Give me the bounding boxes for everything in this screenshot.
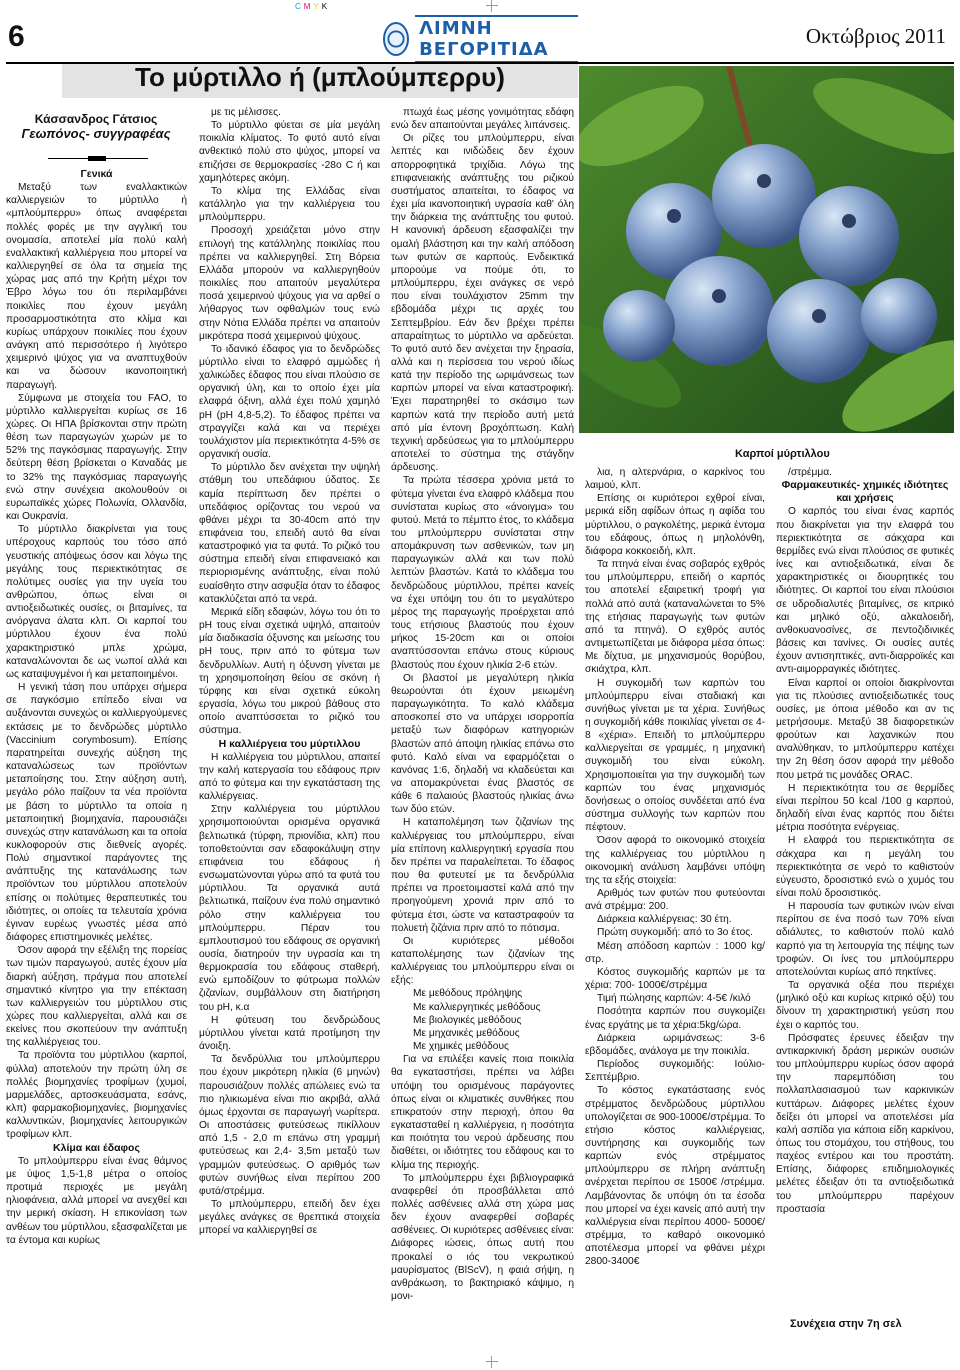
blueberries-photo [579, 66, 954, 433]
paragraph: Μεταξύ των εναλλακτικών καλλιεργειών το μύρτιλλο ή «μπλούμπερρυ» όπως αναφέρεται πολλές φορές με την αγγλική του ονομασία, αποτελεί μία πολύ καλή εναλλακτική καλλιέργεια που μπορεί να καλλιεργηθεί σε όλα τα σημεία της χώρας μας από την Κρήτη μέχρι τον Έβρο λόγω του ότι περιλαμβάνει ποικιλίες που έχουν μεγάλη προσαρμοστικότητα στο κλίμα και κυρίως υπάρχουν ποικιλίες που έχουν ανάγκη από περισσότερο ή λιγότερο χειμερινό ψύχος για να αναπτυχθούν και να δώσουν ικανοποιητική παραγωγή. [6, 182, 187, 391]
article-column-1 [6, 168, 187, 1363]
cmyk-registration-label: CMYK [295, 2, 331, 11]
paragraph: πτωχά έως μέσης γονιμότητας εδάφη ενώ δεν απαιτούνται μεγάλες λιπάνσεις. [391, 107, 574, 132]
paragraph: Κόστος συγκομιδής καρπών με τα χέρια: 700- 1000€/στρέμμα [585, 966, 765, 992]
paragraph: Μερικά είδη εδαφών, λόγω του ότι το pH τους είναι σχετικά υψηλό, απαιτούν μία διαδικασία όξυνσης και μείωσης του pH τους, πριν από το φύτεμα των δενδρυλλίων. Αυτή η όξυνση γίνεται με τη χρησιμοποίηση θείου σε σκόνη ή τύρφης και είναι σχετικά εύκολη εργασία, λόγω του μικρού βάθους στο οποίο αναπτύσσεται το ριζικό του σύστημα. [199, 606, 380, 737]
paragraph: Τα πτηνά είναι ένας σοβαρός εχθρός του μπλούμπερρυ, επειδή ο καρπός του αποτελεί εξαιρετική τροφή για πολλά από αυτά (καταναλώνεται το 5% της ετήσιας παραγωγής των φυτών από τα πτηνά). Ο εχθρός αυτός αντιμετωπίζεται με διάφορα μέσα όπως: Με δίχτυα, με μηχανισμούς θορύβου, σκιάχτρα, κλπ. [585, 559, 765, 676]
blueberries-illustration [579, 66, 954, 433]
paragraph: Ο καρπός του είναι ένας καρπός που διακρίνεται για την ελαφρά του περιεκτικότητα σε σάκχαρα και θερμίδες ενώ είναι πλούσιος σε φυτικές ίνες και αντιοξειδωτικά, είναι δε χαρακτηριστικές οι διουρητικές του ιδιότητες. Οι καρποί του είναι πλούσιοι σε υδροδιαλυτές βιταμίνες, σε κιτρικό και μηλικό οξύ, αλκαλοειδή, ανθοκυανοσίνες, σε πεντοζιδινικές βάσεις και τανίνες. Οι ουσίες αυτές έχουν αντισηπτικές, αντι-διαρροϊκές και αντι-αιμορραγικές ιδιότητες. [776, 506, 954, 676]
list-item: Με μηχανικές μεθόδους [413, 1027, 520, 1039]
issue-date: Οκτώβριος 2011 [805, 24, 946, 48]
author-role: Γεωπόνος- συγγραφέας [21, 126, 171, 141]
paragraph: Η καλλιέργεια του μύρτιλλου, απαιτεί την καλή κατεργασία του εδάφους πριν από το φύτεμα και την εγκατάσταση της καλλιέργειας. [199, 751, 380, 803]
paragraph: Τα προϊόντα του μύρτιλλου (καρποί, φύλλα) αποτελούν την πρώτη ύλη σε πολλές βιομηχανίες τροφίμων (χυμοί, μαρμελάδες, αρτοσκευάσματα, εσάνς, κλπ) φαρμακοβιομηχανίες, βιομηχανίες καλλυντικών, βιομηχανίες λειτουργικών τροφίμων κλπ. [6, 1050, 187, 1141]
paragraph: Το μύρτιλλο φύεται σε μία μεγάλη ποικιλία κλίματος. Το φυτό αυτό είναι ανθεκτικό πολύ στο ψύχος, μπορεί να επιζήσει σε θερμοκρασίες -28ο C ή και χαμηλότερες ακόμη. [199, 120, 380, 184]
photo-caption: Καρποί μύρτιλλου [735, 448, 830, 460]
paragraph: Η συγκομιδή των καρπών του μπλούμπερρυ είναι σταδιακή και συνήθως γίνεται με τα χέρια. Συνήθως η συγκομιδή κάθε ποικιλίας γίνεται σε 4-8 «χέρια». Επειδή το μπλούμπερρυ καλλιεργείται σε γραμμές, η μηχανική συγκομιδή του είναι εύκολη. Χρησιμοποιείται για την συγκομιδή των καρπών του ένας μηχανισμός δονήσεως ο οποίος συνδέεται από ένα σύστημα συλλογής των καρπών που πέφτουν. [585, 677, 765, 834]
article-column-5 [776, 466, 954, 1314]
paragraph: Όσον αφορά την εξέλιξη της πορείας των τιμών παραγωγού, αυτές έχουν μία διαρκή αύξηση, πράγμα που αποτελεί σημαντικό κίνητρο για την επέκταση των καλλιεργειών του μύρτιλλου στις χώρες που καλλιεργείται, αλλά και σε εκείνες που σκοπεύουν την ανάπτυξη της καλλιέργειας του. [6, 945, 187, 1049]
paragraph: Η φύτευση του δενδρώδους μύρτιλλου γίνεται κατά προτίμηση την άνοιξη. [199, 1014, 380, 1053]
section-heading: Η καλλιέργεια του μύρτιλλου [218, 737, 361, 750]
paragraph: Οι βλαστοί με μεγαλύτερη ηλικία θεωρούνται ότι έχουν μειωμένη παραγωγικότητα. Το καλό κλάδεμα αποσκοπεί στο να υπάρχει ισορροπία μεταξύ των διαφόρων κατηγοριών βλαστών από άποψη ηλικίας επάνω στο φυτό. Καλό είναι να εφαρμόζεται ο κανόνας 1:6, δηλαδή να κλαδεύεται και να απομακρύνεται ένας βλαστός σε κάθε 6 παλαιούς βλαστούς ηλικίας άνω των δύο ετών. [391, 672, 574, 816]
paragraph: Επίσης οι κυριότεροι εχθροί είναι, μερικά είδη αφίδων όπως η αφίδα του μύρτιλλου, ο ραγκολέτης, μερικά έντομα του εδάφους, όπως η μηλολόνθη, διάφορα κοκκοειδή, κλπ. [585, 493, 765, 557]
page-number: 6 [8, 20, 25, 53]
list-item: Με βιολογικές μεθόδους [413, 1014, 522, 1026]
paragraph: Η παρουσία των φυτικών ινών είναι περίπου σε ένα ποσό των 70% είναι αδιάλυτες, το καθιστούν πολύ καλό καρπό για τη λειτουργία της πέψης των τροφών. Οι ίνες του μπλούμπερρυ αποτελούνται κυρίως από πηκτίνες. [776, 901, 954, 978]
paragraph: Τα οργανικά οξέα που περιέχει (μηλικό οξύ και κυρίως κιτρικό οξύ) του δίνουν τη χαρακτηριστική γεύση που έχει ο καρπός του. [776, 980, 954, 1031]
continued-note: Συνέχεια στην 7η σελ [790, 1318, 902, 1330]
paragraph: Οι κυριότερες μέθοδοι καταπολέμησης των ζιζανίων της καλλιέργειας του μπλούμπερρυ είναι οι εξής: [391, 935, 574, 987]
section-heading: Κλίμα και έδαφος [53, 1141, 140, 1154]
paragraph: Το μύρτιλλο διακρίνεται για τους υπέροχους καρπούς του τόσο από γευστικής απόψεως όσον και λόγω της μεγάλης τους περιεκτικότητας σε πολύτιμες ουσίες για την υγεία του ανθρώπου, όπως είναι οι αντιοξειδωτικές ουσίες, οι βιταμίνες, τα ανόργανα άλατα κλπ. Οι καρποί του μύρτιλλου έχουν ένα πολύ χαρακτηριστικό μπλε χρώμα, καταναλώνονται δε ως νωποί αλλά και ως καταψυγμένοι ή και μεταποιημένοι. [6, 524, 187, 680]
paragraph: Τιμή πώλησης καρπών: 4-5€ /κιλό [597, 993, 751, 1005]
paragraph: Το μπλούμπερρυ έχει βιβλιογραφικά αναφερθεί ότι προσβάλλεται από πολλές ασθένειες αλλά στη χώρα μας δεν έχουν αναφερθεί σοβαρές ασθένειες. Οι κυριότερες ασθένειες είναι: Διάφορες ιώσεις, όπως αυτή που προκαλεί ο ιός του νεκρωτικού μαυρίσματος (BlScV), η φαιά σήψη, η ανθράκωση, το βακτηριακό κάψιμο, η μονι- [391, 1172, 574, 1303]
paragraph: Είναι καρποί οι οποίοι διακρίνονται για τις πλούσιες αντιοξειδωτικές τους ουσίες, με όποια μέθοδο και αν τις μετρήσουμε. Μεταξύ 38 διαφορετικών φρούτων και λαχανικών που αναλύθηκαν, το μπλούμπερρυ κατέχει την 2η θέση όσον αφορά την μέθοδο που μετρά τις μονάδες ORAC. [776, 677, 954, 781]
list-item: Με μεθόδους πρόληψης [413, 988, 523, 1000]
paragraph: Η ελαφρά του περιεκτικότητα σε σάκχαρα και η μεγάλη του περιεκτικότητα σε νερό το καθιστούν εύγευστο, δροσιστικό ενώ ο χυμός του είναι πολύ δροσιστικός. [776, 835, 954, 899]
paragraph: Η γενική τάση που υπάρχει σήμερα σε παγκόσμιο επίπεδο είναι να αυξάνονται συνεχώς οι καλλιεργούμενες εκτάσεις με το δενδρώδες μύρτιλλο (Vaccinium corymbosum). Επίσης παρατηρείται συνεχής αύξηση της καταναλώσεως των προϊόντων μεταποίησης του. Στην αύξηση αυτή, μεγάλο ρόλο παίζουν τα νέα προϊόντα με βάση το μύρτιλλο τα οποία η μεταποιητική βιομηχανία, παρουσιάζει συνεχώς στην κατανάλωση και τα οποία κυκλοφορούν στις διεθνείς αγορές. Πολύ σημαντικοί παράγοντες της ανάπτυξης της κατανάλωσης των προϊόντων του μύρτιλλου αποτελούν επίσης οι πολύτιμες θεραπευτικές του ιδιότητες, οι οποίες τα τελευταία χρόνια έγιναν ευρέως γνωστές μέσα από διάφορες επιστημονικές μελέτες. [6, 682, 187, 944]
registration-mark-icon [486, 0, 498, 12]
masthead-title: ΛΙΜΝΗ ΒΕΓΟΡΙΤΙΔΑ [415, 15, 578, 63]
paragraph: Περίοδος συγκομιδής: Ιούλιο- Σεπτέμβριο. [585, 1059, 765, 1084]
article-column-2 [199, 106, 380, 1363]
list-item: Με καλλιεργητικές μεθόδους [413, 1001, 541, 1013]
paragraph: Μέση απόδοση καρπών : 1000 kg/στρ. [585, 940, 765, 965]
paragraph: Το μύρτιλλο δεν ανέχεται την υψηλή στάθμη του υπεδάφιου ύδατος. Σε καμία περίπτωση δεν πρέπει ο υπεδάφιος ορίζοντας του νερού να φθάνει μέχρι τα 30-40cm από την επιφάνεια του, επειδή αυτό θα είναι καταστροφικό για τα φυτά. Το ριζικό του σύστημα επειδή είναι επιφανειακό και περιορισμένης ανάπτυξης, είναι πολύ ευαίσθητο στην ασφυξία όταν το έδαφος κατακλύζεται από τα νερά. [199, 462, 380, 605]
paragraph: με τις μέλισσες. [211, 107, 281, 118]
section-heading: Φαρμακευτικές- χημικές ιδιότητες και χρήσεις [781, 479, 949, 505]
author-block [6, 112, 186, 141]
paragraph: Τα πρώτα τέσσερα χρόνια μετά το φύτεμα γίνεται ένα ελαφρό κλάδεμα που συνίσταται κυρίως στο «άνοιγμα» του φυτού. Μετά το πέμπτο έτος, το κλάδεμα του μπλούμπερρυ συνίσταται στην απομάκρυνση των ασθενικών, των μη παραγωγικών αλλά και των πολύ λεπτών βλαστών. Κατά το κλάδεμα του δενδρώδους μύρτιλλου, πρέπει κανείς να έχει υπόψη του ότι το μεγαλύτερο μέρος της παραγωγής προέρχεται από τους ετήσιους βλαστούς που έχουν μήκος 15-20cm και οι οποίοι αναπτύσσονται επάνω στους κύριους βλαστούς που έχουν ηλικία 2-6 ετών. [391, 475, 574, 671]
article-column-4 [585, 466, 765, 1363]
list-item: Με χημικές μεθόδους [413, 1041, 509, 1053]
paragraph: Διάρκεια ωριμάνσεως: 3-6 εβδομάδες, ανάλογα με την ποικιλία. [585, 1032, 765, 1057]
paragraph: Διάρκεια καλλιέργειας: 30 έτη. [597, 914, 732, 926]
paragraph: λια, η αλτερνάρια, ο καρκίνος του λαιμού, κλπ. [585, 467, 765, 492]
paragraph: Η καταπολέμηση των ζιζανίων της καλλιέργειας του μπλούμπερρυ, είναι μία επίπονη καλλιεργητική εργασία που δεν πρέπει να παραλείπεται. Το έδαφος που θα φυτευτεί με τα δενδρύλλια πρέπει να προετοιμαστεί καλά από την προηγούμενη χρονιά πριν από το φύτεμα έτσι, ώστε να καταστραφούν τα πολυετή ζιζάνια πριν από το πότισμα. [391, 817, 574, 934]
paragraph: Το μπλούμπερρυ είναι ένας θάμνος με ύψος 1,5-1,8 μέτρα ο οποίος προτιμά περιοχές με μεγάλη ηλιοφάνεια, αλλά μπορεί να ανεχθεί και την μερική σκίαση. Η επικονίαση των ανθέων του μύρτιλλου, εξασφαλίζεται με τα έντομα και κυρίως [6, 1155, 187, 1246]
paragraph: Το μπλούμπερρυ, επειδή δεν έχει μεγάλες ανάγκες σε θρεπτικά στοιχεία μπορεί να καλλιεργηθεί σε [199, 1198, 380, 1237]
paragraph: Το ιδανικό έδαφος για το δενδρώδες μύρτιλλο είναι το ελαφρό αμμώδες ή χαλικώδες έδαφος που είναι πλούσιο σε οργανική ύλη, και το οποίο έχει μία ελαφρά όξινη, αλλά έχει πολύ χαμηλό pH (pH 4,8-5,2). Το έδαφος πρέπει να στραγγίζει καλά και να περιέχει τουλάχιστον μία περιεκτικότητα 4-5% σε οργανική ουσία. [199, 343, 380, 461]
masthead-seal-icon [383, 22, 409, 56]
author-divider [48, 158, 148, 159]
paragraph: Σύμφωνα με στοιχεία του FAO, το μύρτιλλο καλλιεργείται κυρίως σε 16 χώρες. Οι ΗΠΑ βρίσκονται στην πρώτη θέση των παραγωγών χωρών με το 52% της παγκόσμιας παραγωγής. Στην δεύτερη θέση βρίσκεται ο Καναδάς με το 32% της παγκόσμιας παραγωγής ενώ στην συνέχεια ακολουθούν οι ευρωπαϊκές χώρες Πολωνία, Ολλανδία, και Ουκρανία. [6, 392, 187, 523]
paragraph: Προσοχή χρειάζεται μόνο στην επιλογή της κατάλληλης ποικιλίας που πρέπει να καλλιεργηθεί. Στη Βόρεια Ελλάδα μπορούν να καλλιεργηθούν ποικιλίες που απαιτούν μεγαλύτερα ποσά χειμερινού ψύχους για να αρθεί ο λήθαργος των οφθαλμών τους ενώ στην Νότια Ελλάδα πρέπει να απαιτούν μικρότερα ποσά χειμερινού ψύχους. [199, 225, 380, 342]
paragraph: Το κόστος εγκατάστασης ενός στρέμματος δενδρώδους μύρτιλλου υπολογίζεται σε 900-1000€/στρέμμα. Το ετήσιο κόστος καλλιέργειας, συντήρησης και συγκομιδής των καρπών ενός στρέμματος μπλούμπερρυ σε πλήρη ανάπτυξη ανέρχεται περίπου σε 1500€ /στρέμμα. Λαμβάνοντας δε υπόψη ότι τα έσοδα που μπορεί να έχει κανείς από αυτή την καλλιέργεια είναι περίπου 4000- 5000€/ στρέμμα, το καθαρό οικονομικό αποτέλεσμα μπορεί να φθάνει μέχρι 2800-3400€ [585, 1085, 765, 1268]
paragraph: Πρώτη συγκομιδή: από το 3ο έτος. [597, 927, 753, 939]
paragraph: Ποσότητα καρπών που συγκομίζει ένας εργάτης με τα χέρια:5kg/ώρα. [585, 1006, 765, 1031]
paragraph: Η περιεκτικότητα του σε θερμίδες είναι περίπου 50 kcal /100 g καρπού, δηλαδή είναι ένας καρπός που διέτει μέτρια ποσότητα ενέργειας. [776, 782, 954, 834]
paragraph: Οι ρίζες του μπλούμπερρυ, είναι λεπτές και ινιδώδεις δεν έχουν απορροφητικά τριχίδια. Λόγω της επιφανειακής ανάπτυξης του ριζικού συστήματος απαιτείται, το έδαφος να έχει μία ικανοποιητική υγρασία καθ' όλη την διάρκεια της ανάπτυξης του φυτού. Η κανονική άρδευση εξασφαλίζει την ομαλή βλάστηση και την καλή απόδοση των φυτών σε καρπούς. Ενδεικτικά μπορούμε να πούμε ότι, το μπλούμπερρυ, έχει ανάγκες σε νερό που είναι τουλάχιστον 25mm την εβδομάδα μέχρι τις αρχές του Σεπτεμβρίου. Εάν δεν βρέχει πρέπει απαραίτητως το μύρτιλλο να αρδεύεται. Το φυτό αυτό δεν ανέχεται την ξηρασία, αλλά και η περίσσεια του νερού ιδίως κατά την περίοδο της ωριμάνσεως των καρπών μπορεί να είναι καταστροφική. Έχει παρατηρηθεί το σκάσιμο των καρπών κατά την περίοδο αυτή μετά από μία έντονη βροχόπτωση. Καλή τεχνική αρδεύσεως για το μπλούμπερρυ αποτελεί το σύστημα της στάγδην άρδευσης. [391, 133, 574, 474]
paragraph: Αριθμός των φυτών που φυτεύονται ανά στρέμμα: 200. [585, 888, 765, 913]
paragraph: Τα δενδρύλλια του μπλούμπερρυ που έχουν μικρότερη ηλικία (6 μηνών) παρουσιάζουν πολλές απώλειες ενώ τα πιο ηλικιωμένα είναι πιο ακριβά, αλλά όμως έρχονται σε παραγωγή νωρίτερα. Οι αποστάσεις φυτεύσεως πικίλλουν από 1,5 - 2,0 m επάνω στη γραμμή φυτεύσεως και 2,4- 3,5m μεταξύ των γραμμών φυτεύσεως. Ο αριθμός των φυτών συνήθως είναι περίπου 200 φυτά/στρέμμα. [199, 1054, 380, 1197]
masthead [383, 18, 578, 60]
paragraph: Για να επιλέξει κανείς ποια ποικιλία θα εγκαταστήσει, πρέπει να λάβει υπόψη του ορισμένους παράγοντες όπως είναι οι κλιματικές συνθήκες που επικρατούν στην περιοχή, όπου θα εγκατασταθεί η καλλιέργεια, η ποσότητα και ποιότητα του νερού άρδευσης που διαθέτει, οι ιδιότητες του εδάφους και το κλίμα της περιοχής. [391, 1054, 574, 1171]
paragraph: /στρέμμα. [788, 467, 832, 478]
paragraph: Στην καλλιέργεια του μύρτιλλου χρησιμοποιούνται ορισμένα οργανικά βελτιωτικά (τύρφη, πριονίδια, κλπ) που τοποθετούνται σαν εδαφοκάλυψη στην επιφάνεια του εδάφους ή ενσωματώνονται γύρω από τα φυτά του μύρτιλλου. Τα οργανικά αυτά βελτιωτικά, παίζουν ένα πολύ σημαντικό ρόλο στην καλλιέργεια του μπλούμπερρυ. Πέραν του εμπλουτισμού του εδάφους σε οργανική ουσία, διατηρούν την υγρασία και τη θερμοκρασία του εδάφους σταθερή, ενώ εμποδίζουν το φύτρωμα πολλών ζιζανίων, συμβάλλουν στη διατήρηση του pH, κ.α [199, 804, 380, 1013]
title-banner [62, 64, 578, 98]
section-heading: Γενικά [80, 168, 113, 180]
paragraph: Πρόσφατες έρευνες έδειξαν την αντικαρκινική δράση μερικών ουσιών του μπλούμπερρυ κυρίως όσον αφορά την παρεμπόδιση του πολλαπλασιασμού των καρκινικών κυττάρων. Διάφορες μελέτες έχουν δείξει ότι μπορεί να αποτελέσει μία καλή ασπίδα για κάποια είδη καρκίνου, όπως του στομάχου, του στήθους, του παχέος εντέρου και του προστάτη. Επίσης, διάφορες επιδημιολογικές μελέτες έδειξαν ότι τα αντιοξειδωτικά του μπλούμπερρυ παρέχουν προστασία [776, 1032, 954, 1215]
paragraph: Το κλίμα της Ελλάδας είναι κατάλληλο για την καλλιέργεια του μπλούμπερρυ. [199, 185, 380, 224]
article-column-3 [391, 106, 574, 1363]
author-name: Κάσσανδρος Γάτσιος [34, 112, 158, 126]
paragraph: Όσον αφορά το οικονομικό στοιχεία της καλλιέργειας του μύρτιλλου η οικονομική ανάλυση λαμβάνει υπόψη της τα εξής στοιχεία: [585, 835, 765, 886]
article-title: Το μύρτιλλο ή (μπλούμπερρυ) [135, 62, 505, 92]
